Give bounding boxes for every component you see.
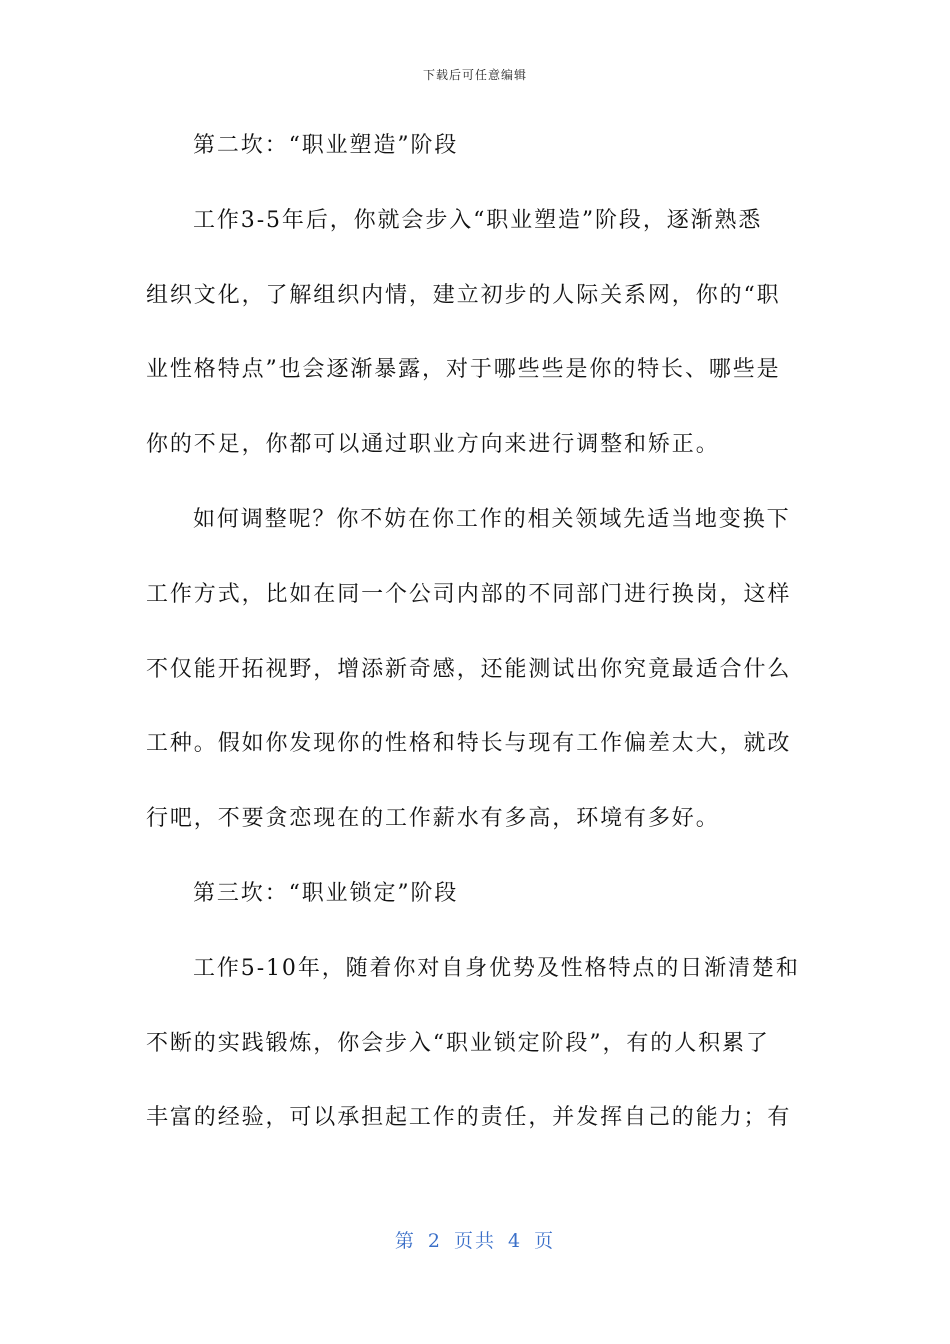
current-page-number: 2: [427, 1230, 442, 1252]
paragraph-line: 不仅能开拓视野，增添新奇感，还能测试出你究竟最适合什么: [146, 656, 792, 682]
total-pages-number: 4: [508, 1230, 523, 1252]
page-header-note: 下载后可任意编辑: [422, 68, 527, 82]
document-body: [146, 124, 806, 1171]
paragraph-line: 如何调整呢？你不妨在你工作的相关领域先适当地变换下: [193, 506, 791, 532]
paragraph-line: 不断的实践锻炼，你会步入“职业锁定阶段”，有的人积累了: [146, 1030, 770, 1056]
paragraph-line: 你的不足，你都可以通过职业方向来进行调整和矫正。: [146, 432, 720, 458]
paragraph-line: 工作方式，比如在同一个公司内部的不同部门进行换岗，这样: [146, 581, 792, 607]
footer-middle: 页共: [453, 1230, 496, 1252]
paragraph-line: 工作5-10年，随着你对自身优势及性格特点的日渐清楚和: [193, 955, 800, 981]
paragraph-line: 行吧，不要贪恋现在的工作薪水有多高，环境有多好。: [146, 806, 720, 832]
paragraph-line: 丰富的经验，可以承担起工作的责任，并发挥自己的能力；有: [146, 1105, 792, 1131]
page-footer: [0, 1226, 950, 1253]
section-heading-second-stage: 第二坎：“职业塑造”阶段: [193, 133, 459, 158]
paragraph-line: 业性格特点”也会逐渐暴露，对于哪些些是你的特长、哪些是: [146, 357, 781, 383]
paragraph-line: 组织文化，了解组织内情，建立初步的人际关系网，你的“职: [146, 282, 781, 308]
footer-suffix: 页: [534, 1230, 556, 1252]
paragraph-line: 工作3-5年后，你就会步入“职业塑造”阶段，逐渐熟悉: [193, 207, 763, 233]
paragraph-line: 工种。假如你发现你的性格和特长与现有工作偏差太大，就改: [146, 731, 792, 757]
section-heading-third-stage: 第三坎：“职业锁定”阶段: [193, 880, 459, 906]
footer-prefix: 第: [394, 1230, 416, 1252]
